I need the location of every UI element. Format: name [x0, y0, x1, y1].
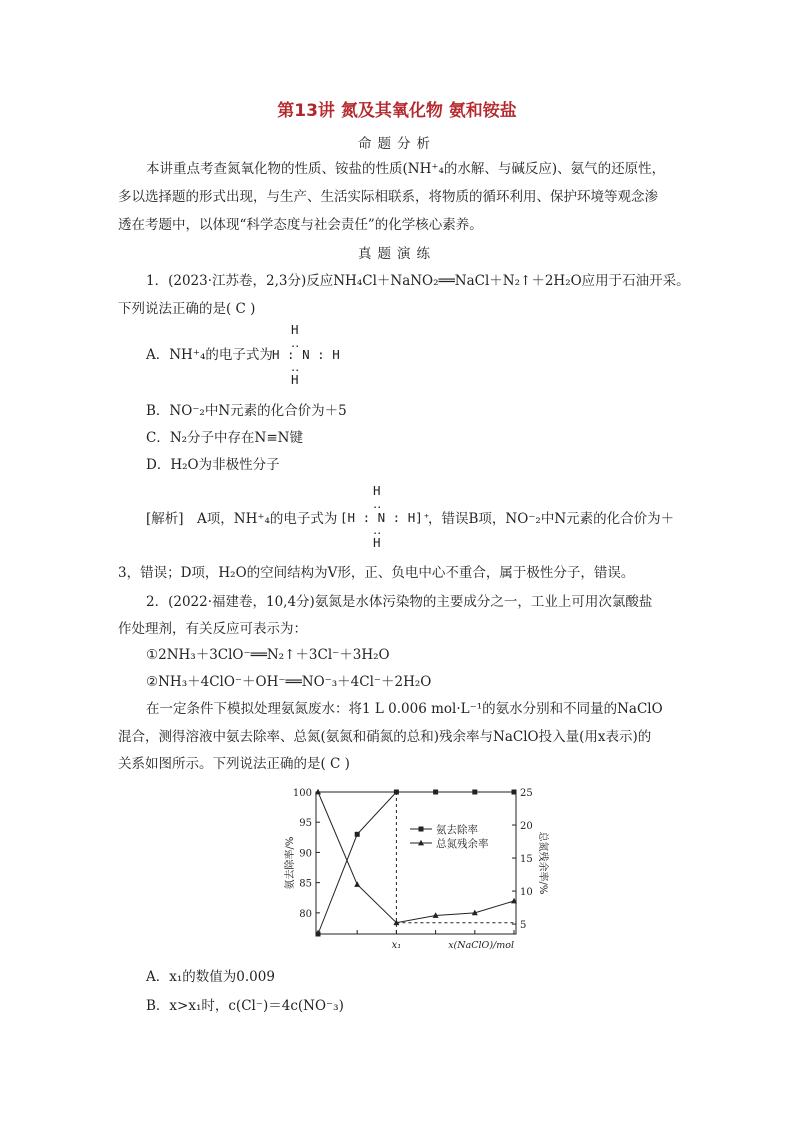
right-tick-label-0: 25 — [520, 788, 533, 799]
legend-label-1: 总氮残余率 — [436, 838, 489, 850]
section-practice-heading: 真题演练 — [358, 246, 436, 262]
q1-a-dots-top: ‥ — [291, 335, 300, 350]
q2-body-line-3: 关系如图所示。下列说法正确的是( C ) — [118, 756, 350, 772]
q1-a-dots-bottom: ‥ — [291, 359, 300, 374]
q1-stem-line-1: 1．(2023·江苏卷，2,3分)反应NH₄Cl＋NaNO₂══NaCl＋N₂↑＋2H₂O应用于石油开采。 — [146, 273, 690, 289]
q1-analysis-dots-top: ‥ — [373, 496, 382, 511]
q1-stem-line-2: 下列说法正确的是( C ) — [118, 301, 256, 317]
q1-analysis-formula: [H : N : H]⁺ — [340, 510, 431, 525]
removal-rate-chart — [282, 786, 552, 958]
section-analysis-heading: 命题分析 — [358, 136, 436, 152]
series-0-point-4 — [472, 790, 477, 795]
q2-body-line-1: 在一定条件下模拟处理氨氮废水：将1 L 0.006 mol·L⁻¹的氨水分别和不同量的NaClO — [146, 701, 663, 717]
q1-analysis-h-top: H — [373, 483, 381, 498]
q1-option-d: D．H₂O为非极性分子 — [146, 457, 280, 473]
intro-line-3: 透在考题中，以体现“科学态度与社会责任”的化学核心素养。 — [118, 217, 483, 233]
legend-marker-0 — [419, 827, 424, 832]
left-tick-label-2: 90 — [299, 848, 312, 860]
q1-a-h-top: H — [291, 322, 299, 337]
series-0-point-2 — [394, 790, 399, 795]
q1-analysis-line-1b: ，错误B项，NO⁻₂中N元素的化合价为＋ — [428, 511, 675, 527]
left-tick-label-1: 95 — [299, 818, 312, 830]
q1-a-formula: H : N : H — [272, 347, 340, 362]
q1-analysis-line-1a: [解析] A项，NH⁺₄的电子式为 — [146, 511, 338, 527]
series-line-1 — [318, 792, 514, 923]
y-right-axis-label: 总氮残余率/% — [537, 831, 548, 895]
right-tick-label-4: 5 — [520, 920, 527, 932]
intro-line-1: 本讲重点考查氮氧化物的性质、铵盐的性质(NH⁺₄的水解、与碱反应)、氨气的还原性， — [146, 161, 666, 177]
right-tick-label-3: 10 — [520, 887, 533, 899]
series-0-point-0 — [316, 932, 321, 937]
q2-equation-1: ①2NH₃＋3ClO⁻══N₂↑＋3Cl⁻＋3H₂O — [146, 647, 390, 663]
q1-option-b: B．NO⁻₂中N元素的化合价为＋5 — [146, 403, 347, 419]
right-tick-label-1: 20 — [520, 821, 533, 833]
left-tick-label-0: 100 — [292, 788, 312, 799]
series-0-point-1 — [355, 832, 360, 837]
series-0-point-5 — [512, 790, 517, 795]
q2-body-line-2: 混合，测得溶液中氨去除率、总氮(氨氮和硝氮的总和)残余率与NaClO投入量(用x表示)的 — [118, 729, 652, 745]
axes-layer — [283, 788, 550, 951]
left-tick-label-3: 85 — [299, 878, 312, 890]
legend-label-0: 氨去除率 — [436, 824, 478, 836]
page-title: 第13讲 氮及其氧化物 氨和铵盐 — [277, 101, 517, 121]
y-left-axis-label: 氨去除率/% — [285, 836, 296, 890]
q2-option-b: B．x>x₁时，c(Cl⁻)＝4c(NO⁻₃) — [146, 998, 344, 1014]
series-0-point-3 — [433, 790, 438, 795]
q2-equation-2: ②NH₃＋4ClO⁻＋OH⁻══NO⁻₃＋4Cl⁻＋2H₂O — [146, 674, 432, 690]
x1-marker-label: x₁ — [391, 940, 402, 951]
q1-option-c: C．N₂分子中存在N≡N键 — [146, 430, 303, 446]
x-axis-label: x(NaClO)/mol — [448, 940, 514, 951]
legend-layer — [410, 823, 489, 850]
q2-stem-line-2: 作处理剂，有关反应可表示为： — [118, 621, 307, 637]
left-tick-label-4: 80 — [299, 908, 312, 920]
q1-a-h-bottom: H — [291, 372, 299, 387]
q2-option-a: A．x₁的数值为0.009 — [146, 969, 275, 985]
series-1-point-1 — [354, 881, 360, 887]
series-layer — [315, 789, 517, 937]
series-line-0 — [318, 792, 514, 934]
intro-line-2: 多以选择题的形式出现，与生产、生活实际相联系，将物质的循环利用、保护环境等观念渗 — [118, 189, 658, 205]
q1-analysis-h-bottom: H — [373, 535, 381, 550]
q1-analysis-dots-bottom: ‥ — [373, 522, 382, 537]
q2-stem-line-1: 2．(2022·福建卷，10,4分)氨氮是水体污染物的主要成分之一，工业上可用次氯酸盐 — [146, 594, 653, 610]
q1-analysis-line-2: 3，错误；D项，H₂O的空间结构为V形，正、负电中心不重合，属于极性分子，错误。 — [118, 565, 635, 581]
q1-option-a: A．NH⁺₄的电子式为 — [146, 347, 273, 363]
right-tick-label-2: 15 — [520, 854, 533, 866]
